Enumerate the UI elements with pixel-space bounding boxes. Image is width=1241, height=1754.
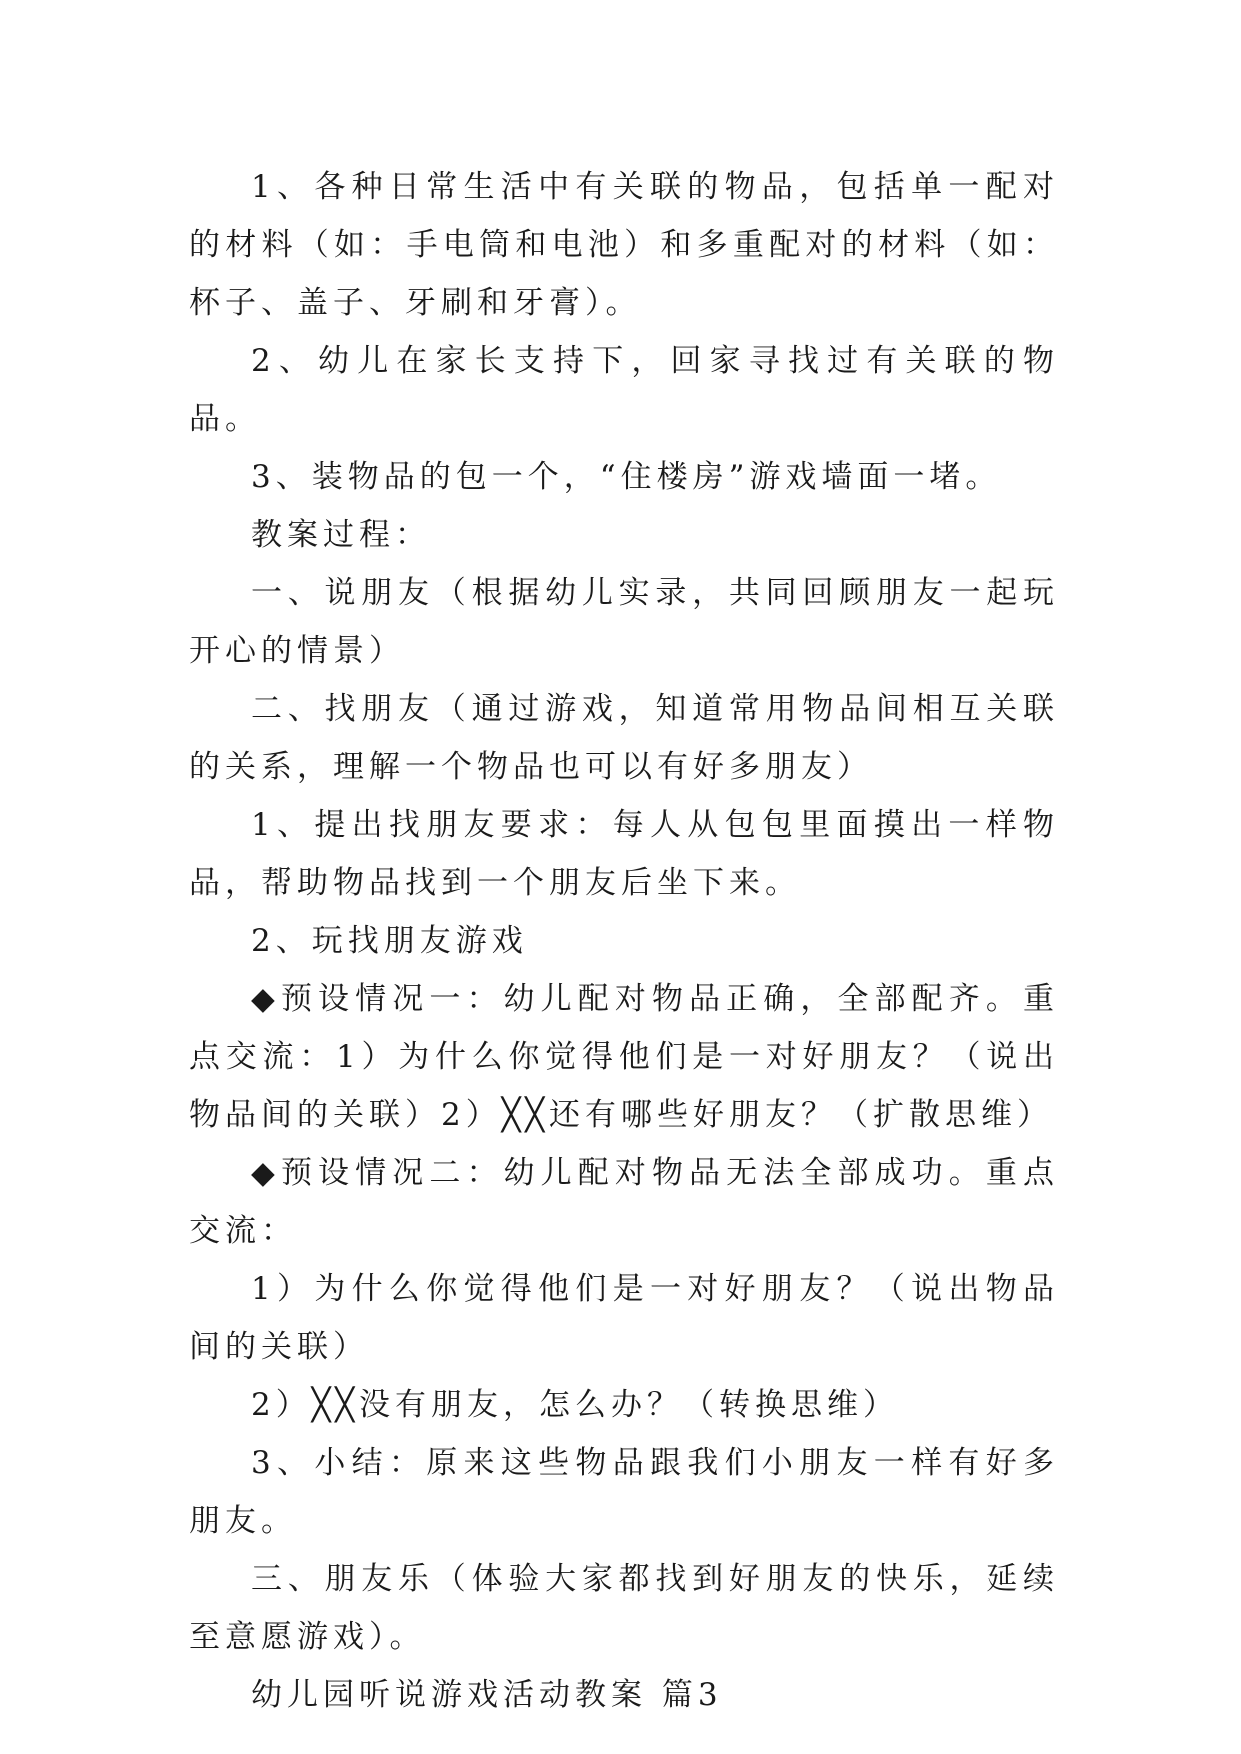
paragraph-step-1: 一、说朋友（根据幼儿实录，共同回顾朋友一起玩开心的情景） xyxy=(189,575,1059,669)
paragraph-materials-2: 2、幼儿在家长支持下，回家寻找过有关联的物品。 xyxy=(189,343,1059,437)
document-body xyxy=(189,158,1059,1724)
paragraph-step-2-1: 1、提出找朋友要求：每人从包包里面摸出一样物品，帮助物品找到一个朋友后坐下来。 xyxy=(189,807,1059,901)
paragraph-summary: 3、小结：原来这些物品跟我们小朋友一样有好多朋友。 xyxy=(189,1445,1059,1539)
paragraph-case-2-question-2: 2）╳╳没有朋友，怎么办？（转换思维） xyxy=(251,1387,900,1423)
paragraph-case-2-question-1: 1）为什么你觉得他们是一对好朋友？（说出物品间的关联） xyxy=(189,1271,1059,1365)
paragraph-case-2: ◆预设情况二：幼儿配对物品无法全部成功。重点交流： xyxy=(189,1155,1059,1249)
paragraph-step-3: 三、朋友乐（体验大家都找到好朋友的快乐，延续至意愿游戏）。 xyxy=(189,1561,1059,1655)
next-section-title: 幼儿园听说游戏活动教案 篇3 xyxy=(251,1677,723,1713)
paragraph-step-2-2: 2、玩找朋友游戏 xyxy=(251,923,528,959)
section-heading-process: 教案过程： xyxy=(251,517,431,553)
paragraph-case-1: ◆预设情况一：幼儿配对物品正确，全部配齐。重点交流：1）为什么你觉得他们是一对好朋友？（说出物品间的关联）2）╳╳还有哪些好朋友？（扩散思维） xyxy=(189,981,1059,1133)
paragraph-step-2: 二、找朋友（通过游戏，知道常用物品间相互关联的关系，理解一个物品也可以有好多朋友） xyxy=(189,691,1059,785)
paragraph-materials-1: 1、各种日常生活中有关联的物品，包括单一配对的材料（如：手电筒和电池）和多重配对的材料（如：杯子、盖子、牙刷和牙膏）。 xyxy=(189,169,1059,321)
paragraph-materials-3: 3、装物品的包一个，“住楼房”游戏墙面一堵。 xyxy=(251,459,1002,495)
